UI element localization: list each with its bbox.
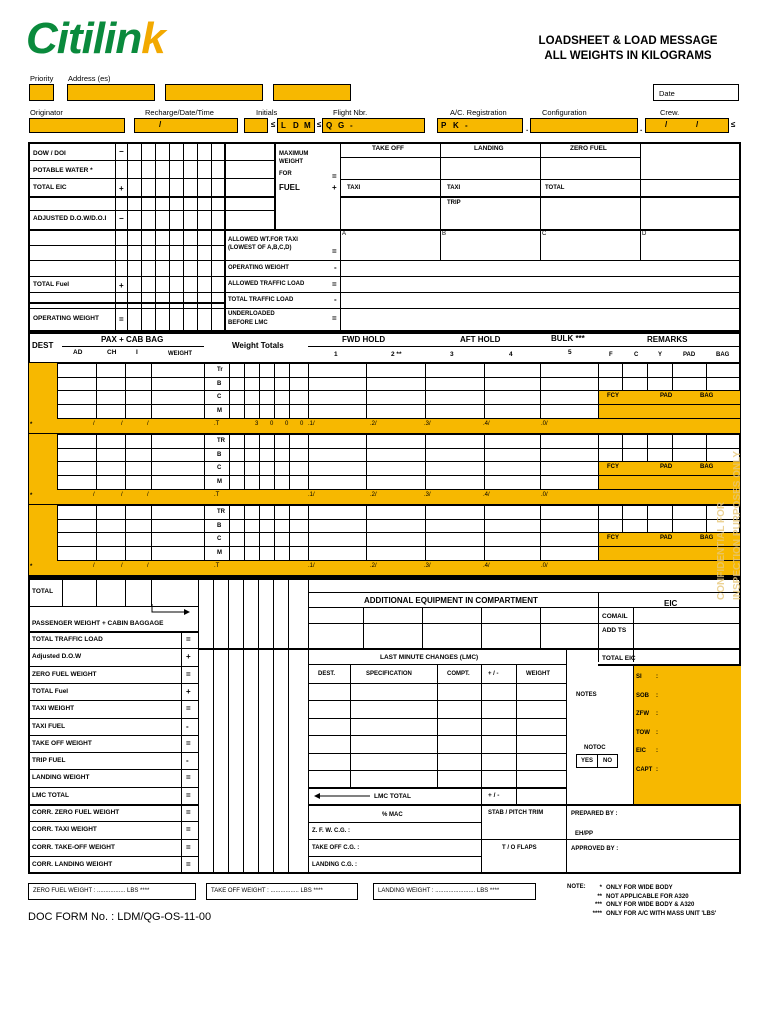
summary-hold: .4/ xyxy=(483,563,490,569)
address-field-2[interactable] xyxy=(165,84,263,101)
allowed-taxi-line-2: (LOWEST OF A,B,C,D) xyxy=(228,245,292,251)
total-row-label: Adjusted D.O.W xyxy=(32,653,82,661)
summary-hold: .2/ xyxy=(370,563,377,569)
total-row-label: TRIP FUEL xyxy=(32,757,66,765)
date-field[interactable] xyxy=(653,84,739,101)
row-type-label: C xyxy=(217,536,222,542)
total-row-op: = xyxy=(186,808,191,817)
rem-bag: BAG xyxy=(716,352,730,358)
op-weight-label-2: OPERATING WEIGHT xyxy=(228,265,289,271)
row-type-label: B xyxy=(217,451,222,458)
total-row-label: ZERO FUEL WEIGHT xyxy=(32,670,97,678)
summary-slash: / xyxy=(93,563,95,569)
to-cg-label: TAKE OFF C.G. : xyxy=(312,845,360,851)
dest-cell xyxy=(29,434,57,489)
priority-label: Priority xyxy=(30,74,54,83)
take-off-header: TAKE OFF xyxy=(372,145,405,152)
summary-t: .T xyxy=(214,421,220,427)
lmc-header: LAST MINUTE CHANGES (LMC) xyxy=(380,654,479,661)
si-item-colon: : xyxy=(656,674,658,680)
approved-by-label: APPROVED BY : xyxy=(571,846,619,852)
initials-label: Initials xyxy=(256,108,278,117)
si-item-colon: : xyxy=(656,766,658,773)
row-type-label: C xyxy=(217,465,222,471)
total-row-label: LANDING WEIGHT xyxy=(32,774,90,782)
total-row-label: TOTAL TRAFFIC LOAD xyxy=(32,636,103,643)
summary-hold: .0/ xyxy=(541,563,548,569)
adjusted-dow-label: ADJUSTED D.O.W/D.O.I xyxy=(33,215,107,222)
lmc-total-pm: + / - xyxy=(488,792,500,799)
pax-weight-label: PASSENGER WEIGHT + CABIN BAGGAGE xyxy=(32,620,164,627)
si-item-label: SI xyxy=(636,674,642,680)
address-field-3[interactable] xyxy=(273,84,351,101)
lmc-spec: SPECIFICATION xyxy=(366,671,412,677)
remarks-bag-label: BAG xyxy=(700,464,714,470)
operating-weight-label: OPERATING WEIGHT xyxy=(33,315,99,322)
crew-slash-2: / xyxy=(696,120,699,129)
summary-hold: .4/ xyxy=(483,492,490,498)
remarks-bag-label: BAG xyxy=(700,393,714,399)
dest-header: DEST xyxy=(32,341,54,350)
ad-header: AD xyxy=(73,349,83,356)
col-b-label: B xyxy=(442,231,447,237)
summary-digit: 0 xyxy=(300,421,304,427)
dow-doi-label: DOW / DOI xyxy=(33,150,66,157)
notoc-label: NOTOC xyxy=(584,745,606,751)
underloaded-line-2: BEFORE LMC xyxy=(228,320,268,326)
total-row-op: = xyxy=(186,825,191,835)
row-type-label: TR xyxy=(217,509,225,515)
footnote-mark: *** xyxy=(594,902,602,908)
additional-equipment-header: ADDITIONAL EQUIPMENT IN COMPARTMENT xyxy=(364,596,538,605)
ldm-field xyxy=(277,118,315,133)
ac-reg-label: A/C. Registration xyxy=(450,108,507,117)
total-row-label: TOTAL Fuel xyxy=(32,687,69,695)
summary-hold: .3/ xyxy=(424,492,431,498)
address-label: Address (es) xyxy=(68,74,111,83)
total-row-op: = xyxy=(186,790,191,800)
op-minus-2: − xyxy=(119,214,124,223)
arrow-icon xyxy=(150,604,198,622)
row-type-label: Tr xyxy=(217,367,223,373)
left-arrow-icon xyxy=(312,791,372,801)
allowed-taxi-line-1: ALLOWED WT.FOR TAXI xyxy=(228,237,298,243)
si-item-colon: : xyxy=(656,711,658,717)
op-minus-1: − xyxy=(119,147,124,156)
total-row-op: = xyxy=(186,773,191,783)
remarks-pad-label: PAD xyxy=(660,393,673,399)
total-eic-label: TOTAL EIC xyxy=(33,184,67,191)
zfw-lbs-box[interactable] xyxy=(28,883,196,900)
logo-text: Citilin xyxy=(26,14,142,63)
taxi-label-1: TAXI xyxy=(347,185,361,191)
underloaded-line-1: UNDERLOADED xyxy=(228,311,275,317)
row-type-label: TR xyxy=(217,438,225,444)
max-weight-line-2: WEIGHT xyxy=(279,159,303,165)
qg-q: Q xyxy=(326,121,333,130)
summary-slash: / xyxy=(93,492,95,498)
total-row-op: = xyxy=(186,859,191,869)
total-row-label: CORR. ZERO FUEL WEIGHT xyxy=(32,809,120,816)
op-plus-1: + xyxy=(119,184,124,193)
recharge-slash: / xyxy=(159,120,162,129)
configuration-field[interactable] xyxy=(530,118,638,133)
pk-dash: - xyxy=(465,121,468,130)
add-ts-label: ADD TS xyxy=(602,627,627,634)
notoc-yes[interactable]: YES xyxy=(581,758,594,764)
summary-hold: .4/ xyxy=(483,421,490,427)
hold-1: 1 xyxy=(334,351,338,358)
footnote-text: ONLY FOR WIDE BODY xyxy=(606,885,673,891)
footnote-text: NOT APPLICABLE FOR A320 xyxy=(606,893,689,900)
total-row-op: = xyxy=(186,635,191,644)
summary-row xyxy=(29,418,740,433)
summary-digit: 3 xyxy=(255,421,259,427)
op-plus-3: + xyxy=(332,183,337,192)
total-fuel-label: TOTAL Fuel xyxy=(33,281,70,288)
total-row-label: CORR. TAKE-OFF WEIGHT xyxy=(32,843,115,851)
pk-k: K xyxy=(453,121,459,130)
summary-slash: / xyxy=(121,563,123,569)
row-type-label: C xyxy=(217,394,222,400)
hold-2: 2 ** xyxy=(391,351,402,358)
logo-k: k xyxy=(141,14,165,63)
remarks-header: REMARKS xyxy=(647,335,688,344)
summary-row xyxy=(29,489,740,504)
si-item-colon: : xyxy=(656,748,658,754)
ac-reg-field[interactable] xyxy=(437,118,523,133)
pax-cab-header: PAX + CAB BAG xyxy=(101,335,164,344)
ldw-lbs-text: LANDING WEIGHT : ........................ LBS **** xyxy=(378,888,500,894)
le-symbol-2: ≤ xyxy=(317,120,322,129)
total-label-dow: TOTAL xyxy=(545,185,565,191)
initials-field[interactable] xyxy=(244,118,268,133)
zero-fuel-header: ZERO FUEL xyxy=(570,145,607,152)
remarks-fcy-label: FCY xyxy=(607,393,619,399)
total-row-label: LMC TOTAL xyxy=(32,791,69,799)
summary-digit: 0 xyxy=(270,421,274,427)
total-row-op: = xyxy=(186,704,191,714)
dest-cell xyxy=(29,363,57,418)
qg-dash: - xyxy=(350,121,353,130)
op-plus-2: + xyxy=(119,281,124,290)
crew-label: Crew. xyxy=(660,108,680,117)
total-row-label: TOTAL xyxy=(32,588,54,595)
lmc-compt: COMPT. xyxy=(447,671,470,677)
total-row-op: - xyxy=(186,721,189,731)
si-item-label: EIC xyxy=(636,748,647,754)
dot-2: . xyxy=(640,124,643,133)
op-eq-5: = xyxy=(332,314,337,323)
trip-label: TRIP xyxy=(447,200,461,206)
dot-1: . xyxy=(526,124,529,133)
crew-field[interactable] xyxy=(645,118,729,133)
summary-slash: / xyxy=(147,563,149,569)
summary-hold: .3/ xyxy=(424,421,431,427)
si-item-colon: : xyxy=(656,692,658,699)
rem-y: Y xyxy=(658,352,663,358)
summary-hold: .2/ xyxy=(370,492,377,498)
ldg-cg-label: LANDING C.G. : xyxy=(312,862,357,868)
row-type-label: B xyxy=(217,380,222,387)
rem-pad: PAD xyxy=(683,352,696,358)
si-item-label: ZFW xyxy=(636,711,649,717)
summary-slash: / xyxy=(93,421,95,427)
address-field-1[interactable] xyxy=(67,84,155,101)
summary-hold: .1/ xyxy=(308,421,315,427)
hold-3: 3 xyxy=(450,351,454,358)
row-star: * xyxy=(30,564,33,570)
footnote-mark: * xyxy=(599,885,602,891)
priority-field[interactable] xyxy=(29,84,54,101)
footnote-text: ONLY FOR WIDE BODY & A320 xyxy=(606,902,695,908)
originator-label: Originator xyxy=(30,108,63,117)
remarks-bag-label: BAG xyxy=(700,535,714,541)
op-dash-1: - xyxy=(334,263,337,272)
total-row-op: = xyxy=(186,738,191,748)
i-header: I xyxy=(136,349,138,356)
ehpp-label: EH/PP xyxy=(575,831,594,837)
le-symbol-3: ≤ xyxy=(731,120,736,129)
si-item-label: TOW xyxy=(636,729,650,736)
row-type-label: M xyxy=(217,549,222,556)
fwd-hold-header: FWD HOLD xyxy=(342,335,386,344)
mac-label: % MAC xyxy=(382,812,403,818)
summary-t: .T xyxy=(214,492,220,498)
dest-cell xyxy=(29,505,57,560)
le-symbol-1: ≤ xyxy=(271,120,276,129)
allowed-traffic-label: ALLOWED TRAFFIC LOAD xyxy=(228,281,305,287)
citilink-logo xyxy=(26,14,165,64)
total-row-label: CORR. TAXI WEIGHT xyxy=(32,826,97,834)
summary-hold: .1/ xyxy=(308,563,315,569)
date-label: Date xyxy=(659,89,675,98)
zfw-cg-label: Z. F. W. C.G. : xyxy=(312,828,350,834)
si-item-label: SOB xyxy=(636,692,650,699)
total-row-op: = xyxy=(186,669,191,679)
total-eic-label-2: TOTAL EIC xyxy=(602,655,636,662)
zfw-lbs-text: ZERO FUEL WEIGHT : ................. LBS **** xyxy=(33,888,150,894)
rem-f: F xyxy=(609,352,613,358)
summary-hold: .3/ xyxy=(424,563,431,569)
row-type-label: B xyxy=(217,522,222,529)
lmc-weight: WEIGHT xyxy=(526,671,550,677)
comail-label: COMAIL xyxy=(602,613,628,620)
row-type-label: M xyxy=(217,407,222,414)
prepared-by-label: PREPARED BY : xyxy=(571,811,618,817)
lmc-dest: DEST. xyxy=(318,671,336,677)
total-row-op: + xyxy=(186,686,191,696)
bulk-header: BULK *** xyxy=(551,334,585,343)
op-eq-2: = xyxy=(332,172,337,181)
notes-label: NOTES xyxy=(576,692,597,698)
summary-slash: / xyxy=(147,421,149,427)
lmc-pm: + / - xyxy=(488,671,499,677)
footnote-mark: ** xyxy=(597,893,602,900)
footnote-text: ONLY FOR A/C WITH MASS UNIT 'LBS' xyxy=(606,910,717,917)
summary-hold: .2/ xyxy=(370,421,377,427)
col-a-label: A xyxy=(342,231,347,237)
qg-g: G xyxy=(338,121,345,130)
si-item-colon: : xyxy=(656,729,658,736)
title-line-1: LOADSHEET & LOAD MESSAGE xyxy=(538,35,718,47)
ch-header: CH xyxy=(107,349,117,356)
configuration-label: Configuration xyxy=(542,108,587,117)
summary-hold: .1/ xyxy=(308,492,315,498)
weight-header: WEIGHT xyxy=(168,351,192,357)
summary-hold: .0/ xyxy=(541,492,548,498)
tow-lbs-text: TAKE OFF WEIGHT : ................. LBS **** xyxy=(211,888,323,894)
total-row-label: TAXI FUEL xyxy=(32,722,66,730)
ldm-l: L xyxy=(281,121,286,130)
ldm-d: D xyxy=(293,121,299,130)
form-title xyxy=(518,34,738,64)
tow-lbs-box[interactable] xyxy=(206,883,358,900)
remarks-fcy-label: FCY xyxy=(607,464,619,470)
remarks-pad-label: PAD xyxy=(660,464,673,470)
weight-totals-header: Weight Totals xyxy=(232,341,284,350)
row-star: * xyxy=(30,422,33,428)
summary-hold: .0/ xyxy=(541,421,548,427)
summary-digit: 0 xyxy=(285,421,289,427)
max-weight-fuel: FUEL xyxy=(279,183,300,192)
originator-field[interactable] xyxy=(29,118,125,133)
col-c-label: C xyxy=(542,231,547,237)
total-row-op: = xyxy=(186,842,191,852)
watermark-line-1: CONFIDENTIAL FOR xyxy=(716,501,727,600)
max-weight-line-1: MAXIMUM xyxy=(279,151,309,157)
col-d-label: D xyxy=(642,231,647,237)
flight-nbr-label: Flight Nbr. xyxy=(333,108,368,117)
op-eq-3: = xyxy=(332,247,337,256)
summary-slash: / xyxy=(121,421,123,427)
total-row-op: + xyxy=(186,652,191,662)
remarks-pad-label: PAD xyxy=(660,535,673,541)
doc-form-number: DOC FORM No. : LDM/QG-OS-11-00 xyxy=(28,911,212,923)
op-eq-4: = xyxy=(332,280,337,289)
row-type-label: M xyxy=(217,478,222,485)
op-dash-2: - xyxy=(334,295,337,304)
notoc-no[interactable]: NO xyxy=(603,758,612,764)
si-item-label: CAPT xyxy=(636,766,653,773)
op-eq-1: = xyxy=(119,315,124,324)
flight-nbr-field[interactable] xyxy=(322,118,425,133)
summary-slash: / xyxy=(121,492,123,498)
max-weight-line-3: FOR xyxy=(279,171,292,177)
note-label: NOTE: xyxy=(567,884,586,890)
pk-p: P xyxy=(441,121,447,130)
title-line-2: ALL WEIGHTS IN KILOGRAMS xyxy=(544,50,712,62)
ldw-lbs-box[interactable] xyxy=(373,883,536,900)
to-flaps-label: T / O FLAPS xyxy=(502,845,537,851)
watermark-line-2: INSPECTION PURPOSES ONLY xyxy=(732,450,743,600)
rem-c: C xyxy=(634,352,639,358)
summary-t: .T xyxy=(214,563,220,569)
footnote-mark: **** xyxy=(592,910,602,917)
hold-4: 4 xyxy=(509,351,513,358)
notoc-choice[interactable] xyxy=(576,754,618,768)
landing-header: LANDING xyxy=(474,145,504,152)
stab-label: STAB / PITCH TRIM xyxy=(488,810,544,816)
total-row-label: TAXI WEIGHT xyxy=(32,705,75,713)
recharge-label: Recharge/Date/Time xyxy=(145,108,214,117)
aft-hold-header: AFT HOLD xyxy=(460,335,501,344)
eic-header: EIC xyxy=(664,599,678,608)
summary-row xyxy=(29,560,740,575)
recharge-field[interactable] xyxy=(134,118,238,133)
taxi-label-2: TAXI xyxy=(447,185,461,191)
total-row-op: - xyxy=(186,756,189,766)
remarks-fcy-label: FCY xyxy=(607,535,619,541)
crew-slash-1: / xyxy=(665,120,668,129)
hold-5: 5 xyxy=(568,349,572,356)
total-traffic-label: TOTAL TRAFFIC LOAD xyxy=(228,297,294,303)
total-row-label: CORR. LANDING WEIGHT xyxy=(32,860,113,868)
potable-water-label: POTABLE WATER * xyxy=(33,167,93,174)
summary-slash: / xyxy=(147,492,149,498)
row-star: * xyxy=(30,493,33,499)
ldm-m: M xyxy=(304,121,311,130)
lmc-total-label: LMC TOTAL xyxy=(374,793,411,800)
total-row-label: TAKE OFF WEIGHT xyxy=(32,739,92,747)
